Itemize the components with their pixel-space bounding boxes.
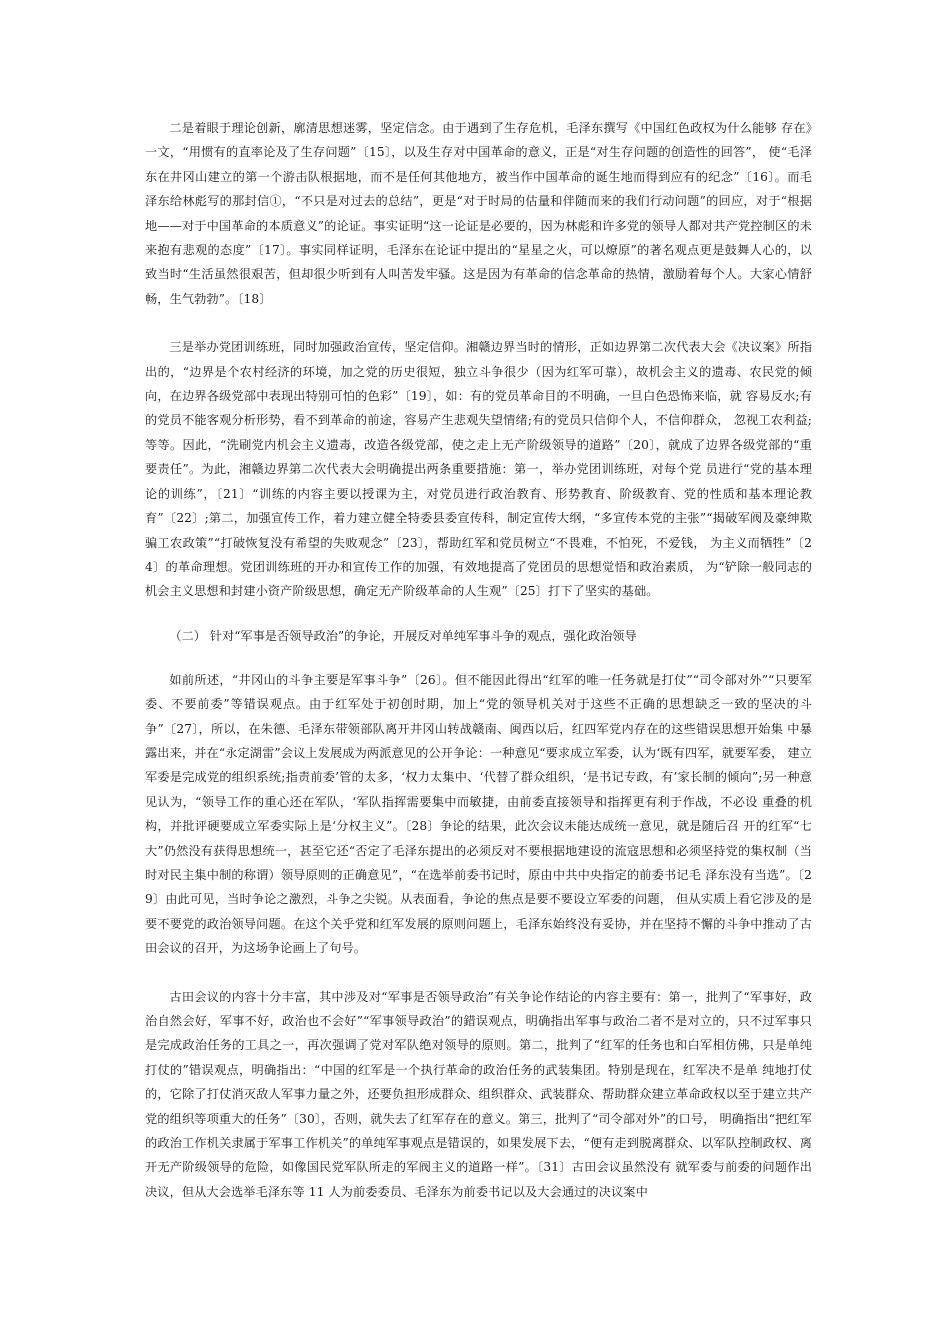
section-heading: （二） 针对“军事是否领导政治”的争论，开展反对单纯军事斗争的观点，强化政治领导 xyxy=(169,628,637,643)
paragraph-spacer xyxy=(145,961,812,985)
paragraph-spacer xyxy=(145,604,812,624)
paragraph-theory-innovation: 二是着眼于理论创新，廓清思想迷雾，坚定信念。由于遇到了生存危机，毛泽东撰写《中国红色政权为什么能够 存在》一文，“用惯有的直率论及了生存问题”〔15〕，以及生存对中国革命的意义，正是“对生存问题的创造性的回答”， 使“毛泽东在井冈山建立的第一个游击队根据地，而不是任何其他地方，被当作中国革命的诞生地而得到应有的纪念”〔16〕。而毛泽东给林彪写的那封信①，“不只是对过去的总结”，更是“对于时局的估量和伴随而来的我们行动问题”的回应，对于“根据地——对于中国革命的本质意义”的论证。事实证明“这一论证是必要的，因为林彪和许多党的领导人都对共产党控制区的未来抱有悲观的态度”〔17〕。事实同样证明，毛泽东在论证中提出的“星星之火，可以燎原”的著名观点更是鼓舞人心的，以致当时“生活虽然很艰苦，但却很少听到有人叫苦发牢骚。这是因为有革命的信念革命的热情，激励着每个人。大家心情舒畅，生气勃勃”。〔18〕 xyxy=(145,121,812,306)
paragraph-military-politics-debate: 如前所述，“井冈山的斗争主要是军事斗争”〔26〕。但不能因此得出“红军的唯一任务就是打仗”“司令部对外”“只要军委、不要前委”等错误观点。由于红军处于初创时期，加上“党的领导机关对于这些不正确的思想缺乏一致的坚决的斗 争”〔27〕，所以，在朱德、毛泽东带领部队离开井冈山转战赣南、闽西以后，红四军党内存在的这些错误思想开始集 中暴露出来，并在“永定湖雷”会议上发展成为两派意见的公开争论：一种意见“要求成立军委，认为‘既有四军，就要军委， 建立军委是完成党的组织系统;指责前委’管的太多，‘权力太集中、‘代替了群众组织，‘是书记专政，有’家长制的倾向”;另一种意见认为，“领导工作的重心还在军队，‘军队指挥需要集中而敏捷，由前委直接领导和指挥更有利于作战，不必设 重叠的机构，并批评硬要成立军委实际上是‘分权主义”。〔28〕争论的结果，此次会议未能达成统一意见，就是随后召 开的红军“七大”仍然没有获得思想统一，甚至它还“否定了毛泽东提出的必须反对不要根据地建设的流寇思想和必须坚持党的集权制（当时对民主集中制的称谓）领导原则的正确意见”，“在选举前委书记时，原由中共中央指定的前委书记毛 泽东没有当选”。〔29〕由此可见，当时争论之激烈，斗争之尖锐。从表面看，争论的焦点是要不要设立军委的问题， 但从实质上看它涉及的是要不要党的政治领导问题。在这个关乎党和红军发展的原则问题上，毛泽东始终没有妥协，并在坚持不懈的斗争中推动了古田会议的召开，为这场争论画上了句号。 xyxy=(145,672,812,956)
paragraph-gutian-conference: 古田会议的内容十分丰富，其中涉及对“军事是否领导政治”有关争论作结论的内容主要有：第一，批判了“军事好，政治自然会好，军事不好，政治也不会好”“军事领导政治”的錯误观点，明确指出军事与政治二者不是对立的，只不过军事只是完成政治任务的工具之一，再次强调了党对军队绝对领导的原则。第二，批判了“红军的任务也和白军相仿佛，只是单纯打仗的”错误观点，明确指出：“中国的红军是一个执行革命的政治任务的武装集团。特别是现在，红军决不是单 纯地打仗的，它除了打仗消灭敌人军事力量之外，还要负担形成群众、组织群众、武装群众、帮助群众建立革命政权以至于建立共产党的组织等项重大的任务”〔30〕，否则，就失去了红军存在的意义。第三，批判了“司令部对外”的口号， 明确指出“把红军的政治工作机关隶属于军事工作机关”的单纯军事观点是错误的，如果发展下去，“便有走到脱离群众、以军队控制政权、离开无产阶级领导的危险，如像国民党军队所走的军阀主义的道路一样”。〔31〕古田会议虽然没有 就军委与前委的问题作出决议，但从大会选举毛泽东等 11 人为前委委员、毛泽东为前委书记以及大会通过的决议案中 xyxy=(145,989,812,1199)
paragraph-party-training: 三是举办党团训练班，同时加强政治宣传，坚定信仰。湘赣边界当时的情形，正如边界第二次代表大会《决议案》所指出的，“边界是个农村经济的环境，加之党的历史很短，独立斗争很少（因为红军可靠），故机会主义的遗毒、农民党的倾向，在边界各级党部中表现出特别可怕的色彩”〔19〕，如：有的党员革命目的不明确，一旦白色恐怖来临，就 容易反水;有的党员不能客观分析形势，看不到革命的前途，容易产生悲观失望情绪;有的党员只信仰个人，不信仰群众， 忽视工农利益;等等。因此，“洗刷党内机会主义遗毒，改造各级党部，使之走上无产阶级领导的道路”〔20〕，就成了边界各级党部的“重要责任”。为此，湘赣边界第二次代表大会明确提出两条重要措施：第一，举办党团训练班，对每个党 员进行“党的基本理论的训练”，〔21〕“训练的内容主要以授课为主，对党员进行政治教育、形势教育、阶级教育、党的性质和基本理论教育”〔22〕;第二，加强宣传工作，着力建立健全特委县委宣传科，制定宣传大纲，“多宣传本党的主张”“揭破军阀及豪绅欺骗工农政策”“打破恢复没有希望的失败观念”〔23〕，帮助红军和党员树立“不畏难，不怕死，不爱钱， 为主义而牺牲”〔24〕的革命理想。党团训练班的开办和宣传工作的加强，有效地提高了党团员的思想觉悟和政治素质， 为“铲除一般同志的机会主义思想和封建小资产阶级思想，确定无产阶级革命的人生观”〔25〕打下了坚实的基础。 xyxy=(145,340,812,599)
paragraph-spacer xyxy=(145,311,812,335)
paragraph-spacer xyxy=(145,648,812,668)
document-body xyxy=(145,116,812,1204)
